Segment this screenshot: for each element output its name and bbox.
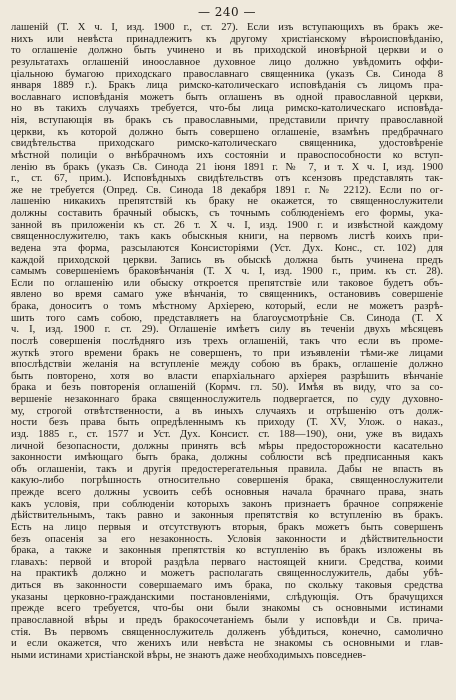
text-line: церкви, къ которой должно быть совершено оглашеніе, взамѣнъ предбрачнаго (11, 126, 443, 138)
text-line: явлено во время самаго уже вѣнчанія, то священникъ, остановивъ совершеніе (11, 289, 443, 301)
text-line: прежде всего требуется, что-бы они были знакомы съ основными истинами (11, 603, 443, 615)
text-line: вославнаго исповѣданія можетъ быть оглашенъ въ одной православной церкви, (11, 91, 443, 103)
text-line: впослѣдствіи желанія на вступленіе между собою въ бракъ, оглашеніе должно (11, 359, 443, 371)
text-line: г., ст. 67, прим.). Исповѣдныхъ свидѣтельствъ отъ ксензовъ представлять так- (11, 173, 443, 185)
text-line: безъ опасенія за его незаконность. Условія законности и дѣйствительности (11, 533, 443, 545)
text-line: каждой приходской церкви. Запись въ обыскѣ должна быть учинена предъ (11, 254, 443, 266)
text-line: но въ такихъ случаяхъ требуется, что-бы лица римско-католическаго исповѣда- (11, 103, 443, 115)
text-line: ниxъ или невѣста принадлежитъ къ другому христіанскому вѣроисповѣданію, (11, 33, 443, 45)
text-line: января 1889 г.). Бракъ лица римско-католическаго исповѣданія съ лицомъ пра- (11, 80, 443, 92)
text-line: указаны церковно-гражданскими постановленіями, слѣдующія. Отъ брачущихся (11, 591, 443, 603)
text-line: жуткѣ этого времени бракъ не совершенъ, то при изъявленіи тѣми-же лицами (11, 347, 443, 359)
text-line: же не требуется (Опред. Св. Синода 18 декабря 1891 г. № 2212). Если по ог- (11, 184, 443, 196)
text-line: законности имѣющаго быть брака, должны соблюсти всѣ предписанныя какъ (11, 452, 443, 464)
text-line: ведена эта форма, разсылаются Консисторіями (Уст. Дух. Конс., ст. 102) для (11, 242, 443, 254)
text-line: быть повторено, хотя во власти епархіальнаго архіерея разрѣшить вѣнчаніе (11, 370, 443, 382)
text-line: му, строгой отвѣтственности, а въ иныхъ случаяхъ и отрѣшенію отъ долж- (11, 405, 443, 417)
text-line: ными истинами христіанской вѣры, не знаютъ даже необходимыхъ повседнев- (11, 649, 366, 661)
text-line: вершеніе незаконнаго брака священнослужитель подвергается, по суду духовно- (11, 394, 443, 405)
text-line: изд. 1885 г., ст. 1577 и Уст. Дух. Консист. ст. 188—190), они, уже въ видахъ (11, 428, 443, 440)
text-line: послѣ совершенія послѣдняго изъ трехъ оглашеній, такъ что если въ проме- (11, 335, 443, 347)
text-line: брака и безъ повторенія оглашеній (Кормч. гл. 50). Имѣя въ виду, что за со- (11, 382, 443, 394)
text-line: какъ условія, при соблюденіи которыхъ законъ признаетъ брачное сопряженіе (11, 498, 443, 510)
page-number: — 240 — (197, 5, 257, 19)
text-line: ч. I, изд. 1900 г. ст. 29). Оглашеніе имѣетъ силу въ теченіи двухъ мѣсяцевъ (11, 324, 443, 336)
text-line: должны составить брачный обыскъ, съ точнымъ соблюденіемъ его формы, ука- (11, 208, 443, 219)
text-line: главахъ: первой и второй раздѣла перваго настоящей книги. Средства, коими (11, 556, 443, 568)
text-line: лашеній (Т. X ч. I, изд. 1900 г., ст. 27). Если изъ вступающихъ въ бракъ же- (11, 22, 443, 33)
text-line: ціальною бумагою приходскаго православнаго священника (указъ Св. Синода 8 (11, 68, 443, 80)
body-text (11, 22, 443, 661)
text-line: объ оглашеніи, такъ и другія предостерегательныя правила. Дабы не впасть въ (11, 463, 443, 475)
text-line: Есть на лицо первыя и отсутствуютъ вторыя, бракъ можетъ быть совершенъ (11, 521, 443, 533)
text-line: дѣйствительнымъ, такъ равно и законныя препятствія ко вступленію въ бракъ. (11, 510, 443, 522)
text-line: шить того самъ собою, представляетъ на благоусмотрѣніе Св. Синода (Т. X (11, 312, 443, 324)
text-line: самымъ совершеніемъ браковѣнчанія (Т. X ч. I, изд. 1900 г., прим. къ ст. 28). (11, 266, 443, 278)
text-line: результатахъ оглашеній иноославное духовное лицо должно увѣдомить оффи- (11, 56, 443, 68)
text-line: брака, а также и законныя препятствія ко вступленію въ бракъ изложены въ (11, 545, 443, 557)
text-line: ленію въ бракъ (указъ Св. Синода 21 іюня 1891 г. № 7, и т. X ч. I, изд. 1900 (11, 161, 443, 173)
text-line: нія, вступающія въ бракъ съ православными, представили причту православной (11, 115, 443, 126)
text-line: диться въ законности совершаемаго имъ брака, по скольку таковыя средства (11, 580, 443, 591)
text-line: стія. Въ первомъ священнослужитель долженъ убѣдиться, конечно, самолично (11, 626, 443, 638)
text-line: православной вѣры и предъ бракосочетаніемъ были у исповѣди и Св. прича- (11, 614, 443, 626)
text-line: на практикѣ должно и можетъ располагать священнослужитель, дабы убѣ- (11, 568, 443, 580)
text-line: то оглашеніе должно быть учинено и въ приходской иновѣрной церкви и о (11, 45, 443, 57)
text-line: и если окажется, что жениxъ или невѣста не знакомы съ основными и глав- (11, 638, 443, 650)
text-line: священнослужителю, такъ какъ обыскныя книги, на первомъ листѣ коихъ при- (11, 231, 443, 243)
text-line: прежде всего должны усвоить себѣ основныя начала брачнаго права, знать (11, 487, 443, 498)
text-line: мѣстной полиціи о внѣбрачномъ ихъ состояніи и правоспособности ко вступ- (11, 149, 443, 161)
text-line: брака, доноситъ о томъ мѣстному Архіерею, который, если не можетъ разрѣ- (11, 301, 443, 312)
text-line: Если по оглашенію или обыску откроется препятствіе или таковое будетъ объ- (11, 277, 443, 289)
text-line: личной безопасности, должны принять всѣ мѣры предосторожности касательно (11, 440, 443, 452)
text-line: ности безъ права быть опредѣленнымъ къ приходу (Т. XV, Улож. о наказ., (11, 417, 443, 429)
text-line: лашенію никакихъ препятствій къ браку не окажется, то священнослужители (11, 196, 443, 208)
text-line: занной въ приложеніи къ ст. 26 т. X ч. I, изд. 1900 г. и извѣстной каждому (11, 219, 443, 231)
text-line: какую-либо погрѣшность относительно совершенія брака, священнослужители (11, 475, 443, 487)
text-line: свидѣтельства приходскаго римско-католическаго священника, удостовѣреніе (11, 138, 443, 150)
